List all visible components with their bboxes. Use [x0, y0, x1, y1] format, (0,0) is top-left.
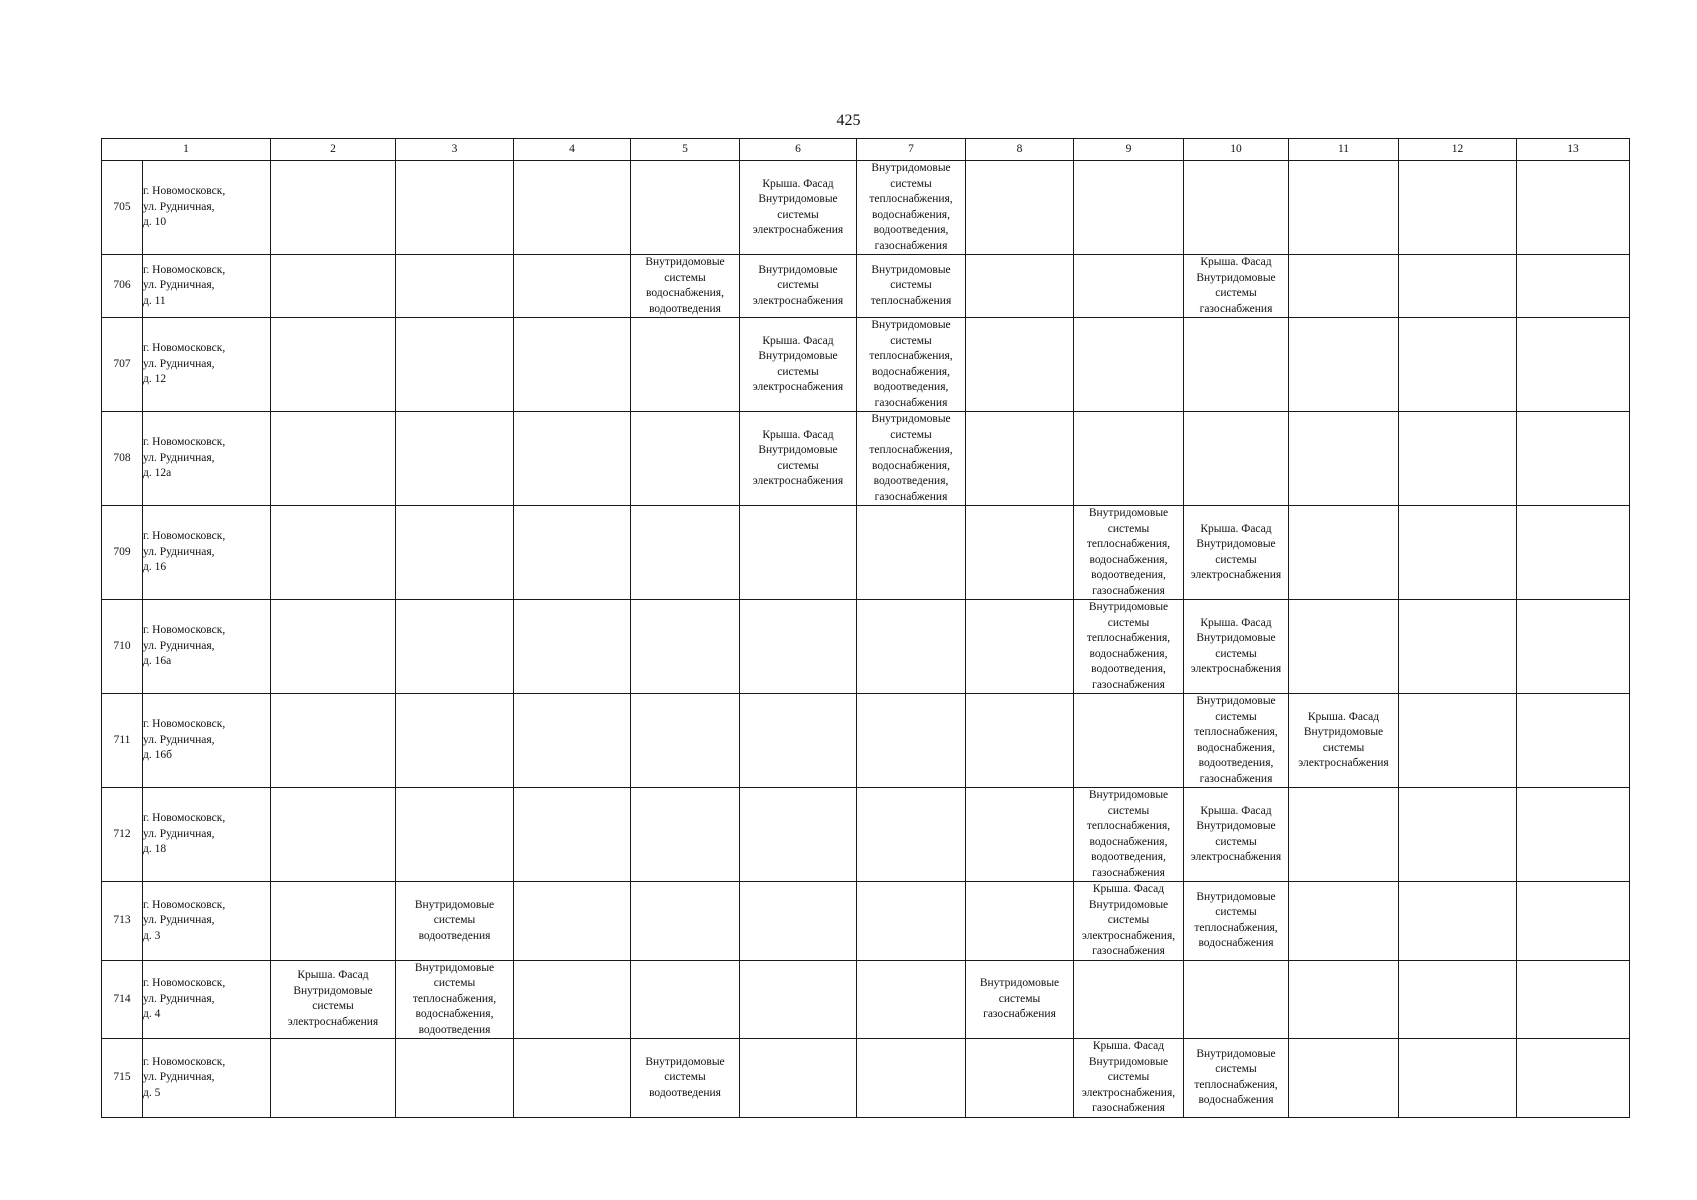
work-cell: [271, 600, 396, 694]
address-cell: г. Новомосковск, ул. Рудничная, д. 5: [143, 1039, 271, 1118]
work-cell: [1289, 255, 1399, 318]
work-cell: Внутридомовые системы теплоснабжения, водоснабжения: [1184, 1039, 1289, 1118]
row-number: 709: [102, 506, 143, 600]
work-cell: [966, 694, 1074, 788]
column-header: 7: [857, 139, 966, 161]
work-cell: Внутридомовые системы газоснабжения: [966, 960, 1074, 1039]
work-cell: [740, 882, 857, 961]
table-row: [102, 255, 1630, 318]
work-cell: Внутридомовые системы водоотведения: [631, 1039, 740, 1118]
work-cell: [857, 506, 966, 600]
row-number: 711: [102, 694, 143, 788]
work-cell: [1399, 255, 1517, 318]
work-cell: [1399, 694, 1517, 788]
work-cell: [740, 506, 857, 600]
work-cell: Внутридомовые системы теплоснабжения, водоснабжения, водоотведения, газоснабжения: [1074, 788, 1184, 882]
work-cell: [1399, 882, 1517, 961]
work-cell: [1289, 318, 1399, 412]
work-cell: [396, 1039, 514, 1118]
work-cell: [1074, 255, 1184, 318]
work-cell: [966, 255, 1074, 318]
work-cell: [740, 788, 857, 882]
address-cell: г. Новомосковск, ул. Рудничная, д. 16б: [143, 694, 271, 788]
row-number: 708: [102, 412, 143, 506]
work-cell: [966, 506, 1074, 600]
work-cell: [1289, 412, 1399, 506]
column-header: 12: [1399, 139, 1517, 161]
work-cell: [396, 694, 514, 788]
row-number: 707: [102, 318, 143, 412]
work-cell: [1184, 318, 1289, 412]
work-cell: [1399, 506, 1517, 600]
work-cell: [631, 318, 740, 412]
row-number: 712: [102, 788, 143, 882]
work-cell: [857, 960, 966, 1039]
work-cell: [271, 788, 396, 882]
work-cell: Внутридомовые системы электроснабжения: [740, 255, 857, 318]
work-cell: [631, 506, 740, 600]
row-number: 715: [102, 1039, 143, 1118]
work-cell: [514, 161, 631, 255]
work-cell: [396, 412, 514, 506]
column-header: 10: [1184, 139, 1289, 161]
work-cell: [1517, 600, 1630, 694]
work-cell: [271, 255, 396, 318]
work-cell: [740, 960, 857, 1039]
work-cell: [514, 694, 631, 788]
work-cell: Крыша. Фасад Внутридомовые системы электроснабжения: [740, 161, 857, 255]
address-cell: г. Новомосковск, ул. Рудничная, д. 10: [143, 161, 271, 255]
work-cell: [1517, 161, 1630, 255]
work-cell: [514, 882, 631, 961]
repair-schedule-table: [101, 138, 1630, 1118]
work-cell: Крыша. Фасад Внутридомовые системы электроснабжения, газоснабжения: [1074, 882, 1184, 961]
column-header: 1: [102, 139, 271, 161]
work-cell: Крыша. Фасад Внутридомовые системы газоснабжения: [1184, 255, 1289, 318]
work-cell: [966, 788, 1074, 882]
row-number: 706: [102, 255, 143, 318]
work-cell: [966, 600, 1074, 694]
work-cell: [857, 694, 966, 788]
table-row: [102, 506, 1630, 600]
work-cell: [631, 882, 740, 961]
work-cell: [271, 412, 396, 506]
work-cell: [631, 161, 740, 255]
column-header: 11: [1289, 139, 1399, 161]
address-cell: г. Новомосковск, ул. Рудничная, д. 18: [143, 788, 271, 882]
work-cell: [1289, 882, 1399, 961]
work-cell: [1184, 412, 1289, 506]
work-cell: [271, 882, 396, 961]
work-cell: [1289, 506, 1399, 600]
work-cell: Внутридомовые системы теплоснабжения, водоснабжения, водоотведения, газоснабжения: [857, 412, 966, 506]
work-cell: [1074, 412, 1184, 506]
work-cell: [631, 694, 740, 788]
work-cell: [1517, 694, 1630, 788]
page-number: 425: [836, 112, 861, 129]
table-row: [102, 318, 1630, 412]
address-cell: г. Новомосковск, ул. Рудничная, д. 4: [143, 960, 271, 1039]
work-cell: Крыша. Фасад Внутридомовые системы электроснабжения: [740, 412, 857, 506]
work-cell: Внутридомовые системы теплоснабжения, водоснабжения, водоотведения: [396, 960, 514, 1039]
work-cell: Крыша. Фасад Внутридомовые системы электроснабжения: [1289, 694, 1399, 788]
work-cell: [857, 882, 966, 961]
column-header: 4: [514, 139, 631, 161]
work-cell: [631, 960, 740, 1039]
work-cell: [514, 1039, 631, 1118]
column-header: 2: [271, 139, 396, 161]
address-cell: г. Новомосковск, ул. Рудничная, д. 16а: [143, 600, 271, 694]
table-row: [102, 1039, 1630, 1118]
work-cell: [1184, 161, 1289, 255]
column-header: 13: [1517, 139, 1630, 161]
work-cell: [1399, 161, 1517, 255]
work-cell: [740, 600, 857, 694]
work-cell: [740, 694, 857, 788]
work-cell: Крыша. Фасад Внутридомовые системы электроснабжения: [1184, 788, 1289, 882]
work-cell: Внутридомовые системы теплоснабжения, водоснабжения, водоотведения, газоснабжения: [1074, 600, 1184, 694]
work-cell: [514, 600, 631, 694]
column-header: 6: [740, 139, 857, 161]
work-cell: [1074, 318, 1184, 412]
address-cell: г. Новомосковск, ул. Рудничная, д. 16: [143, 506, 271, 600]
work-cell: [1074, 161, 1184, 255]
work-cell: [1517, 318, 1630, 412]
work-cell: [271, 161, 396, 255]
work-cell: [1399, 788, 1517, 882]
work-cell: Внутридомовые системы водоснабжения, водоотведения: [631, 255, 740, 318]
work-cell: [740, 1039, 857, 1118]
table-row: [102, 960, 1630, 1039]
work-cell: [1074, 694, 1184, 788]
address-cell: г. Новомосковск, ул. Рудничная, д. 12: [143, 318, 271, 412]
row-number: 713: [102, 882, 143, 961]
work-cell: Внутридомовые системы теплоснабжения, водоснабжения, водоотведения, газоснабжения: [857, 318, 966, 412]
work-cell: [631, 600, 740, 694]
column-header: 9: [1074, 139, 1184, 161]
table-row: [102, 694, 1630, 788]
work-cell: [966, 1039, 1074, 1118]
work-cell: [1517, 960, 1630, 1039]
work-cell: Внутридомовые системы водоотведения: [396, 882, 514, 961]
work-cell: [1289, 1039, 1399, 1118]
work-cell: Внутридомовые системы теплоснабжения: [857, 255, 966, 318]
work-cell: [271, 506, 396, 600]
column-header: 5: [631, 139, 740, 161]
work-cell: Крыша. Фасад Внутридомовые системы электроснабжения, газоснабжения: [1074, 1039, 1184, 1118]
work-cell: [966, 318, 1074, 412]
work-cell: [1517, 882, 1630, 961]
work-cell: [1184, 960, 1289, 1039]
table-row: [102, 788, 1630, 882]
work-cell: [1517, 506, 1630, 600]
column-header: 3: [396, 139, 514, 161]
work-cell: [966, 412, 1074, 506]
work-cell: [396, 255, 514, 318]
work-cell: [514, 788, 631, 882]
work-cell: [631, 788, 740, 882]
address-cell: г. Новомосковск, ул. Рудничная, д. 11: [143, 255, 271, 318]
row-number: 705: [102, 161, 143, 255]
work-cell: [1517, 255, 1630, 318]
table-row: [102, 600, 1630, 694]
work-cell: [396, 788, 514, 882]
work-cell: [1399, 412, 1517, 506]
work-cell: [271, 1039, 396, 1118]
row-number: 710: [102, 600, 143, 694]
work-cell: Крыша. Фасад Внутридомовые системы электроснабжения: [740, 318, 857, 412]
work-cell: [1074, 960, 1184, 1039]
work-cell: [514, 412, 631, 506]
work-cell: [1517, 1039, 1630, 1118]
address-cell: г. Новомосковск, ул. Рудничная, д. 3: [143, 882, 271, 961]
work-cell: Крыша. Фасад Внутридомовые системы электроснабжения: [1184, 506, 1289, 600]
work-cell: [396, 318, 514, 412]
work-cell: [1517, 788, 1630, 882]
work-cell: [966, 882, 1074, 961]
work-cell: Внутридомовые системы теплоснабжения, водоснабжения, водоотведения, газоснабжения: [1074, 506, 1184, 600]
work-cell: [857, 788, 966, 882]
work-cell: Внутридомовые системы теплоснабжения, водоснабжения, водоотведения, газоснабжения: [857, 161, 966, 255]
work-cell: Внутридомовые системы теплоснабжения, водоснабжения, водоотведения, газоснабжения: [1184, 694, 1289, 788]
work-cell: [1289, 960, 1399, 1039]
work-cell: [514, 255, 631, 318]
work-cell: [1399, 960, 1517, 1039]
work-cell: [1517, 412, 1630, 506]
work-cell: [271, 694, 396, 788]
work-cell: [514, 960, 631, 1039]
work-cell: [271, 318, 396, 412]
work-cell: [631, 412, 740, 506]
work-cell: [1289, 788, 1399, 882]
work-cell: [1289, 600, 1399, 694]
work-cell: [1399, 600, 1517, 694]
work-cell: Крыша. Фасад Внутридомовые системы электроснабжения: [271, 960, 396, 1039]
table-row: [102, 161, 1630, 255]
work-cell: [857, 1039, 966, 1118]
table-row: [102, 412, 1630, 506]
work-cell: [1399, 318, 1517, 412]
header-row: [102, 139, 1630, 161]
work-cell: Крыша. Фасад Внутридомовые системы электроснабжения: [1184, 600, 1289, 694]
work-cell: [1399, 1039, 1517, 1118]
work-cell: [514, 318, 631, 412]
work-cell: [396, 600, 514, 694]
address-cell: г. Новомосковск, ул. Рудничная, д. 12а: [143, 412, 271, 506]
column-header: 8: [966, 139, 1074, 161]
table-row: [102, 882, 1630, 961]
work-cell: [396, 506, 514, 600]
work-cell: [857, 600, 966, 694]
table-body: [102, 161, 1630, 1118]
work-cell: Внутридомовые системы теплоснабжения, водоснабжения: [1184, 882, 1289, 961]
work-cell: [514, 506, 631, 600]
work-cell: [396, 161, 514, 255]
row-number: 714: [102, 960, 143, 1039]
work-cell: [1289, 161, 1399, 255]
work-cell: [966, 161, 1074, 255]
